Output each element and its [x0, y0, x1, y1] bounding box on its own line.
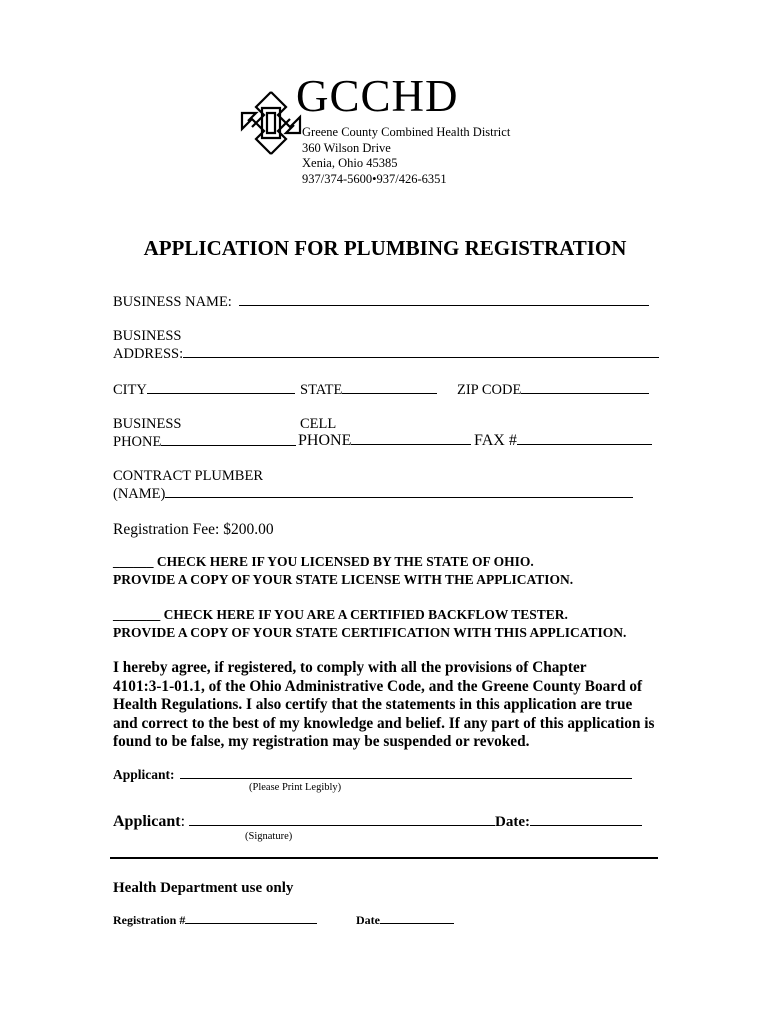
applicant-sign-colon: : [180, 813, 186, 830]
office-use-heading: Health Department use only [113, 880, 294, 896]
business-address-label-2: ADDRESS: [113, 346, 184, 362]
signature-hint: (Signature) [245, 831, 293, 842]
applicant-signature-field[interactable] [189, 824, 495, 826]
city-row [113, 383, 295, 398]
office-date-field[interactable] [380, 922, 454, 924]
contract-plumber-label-1: CONTRACT PLUMBER [113, 468, 263, 484]
agreement-line: Health Regulations. I also certify that the statements in this application are true [113, 696, 633, 713]
cell-label-1: CELL [300, 416, 337, 432]
applicant-print-label: Applicant: [113, 767, 175, 782]
agreement-text [113, 659, 654, 752]
agreement-line: I hereby agree, if registered, to comply with all the provisions of Chapter [113, 659, 587, 676]
city-field[interactable] [147, 392, 295, 394]
fax-field[interactable] [517, 443, 652, 445]
org-name: Greene County Combined Health District [302, 125, 511, 139]
business-phone-label-1: BUSINESS [113, 416, 182, 432]
section-divider [110, 857, 658, 859]
registration-number-field[interactable] [185, 922, 317, 924]
org-street: 360 Wilson Drive [302, 141, 391, 155]
registration-number-label: Registration # [113, 913, 186, 927]
business-phone-row [113, 435, 296, 450]
zip-field[interactable] [521, 392, 649, 394]
business-address-row [113, 347, 659, 362]
agreement-line: and correct to the best of my knowledge and belief. If any part of this application is [113, 714, 655, 732]
org-city-state: Xenia, Ohio 45385 [302, 156, 398, 170]
check-licensed-note: PROVIDE A COPY OF YOUR STATE LICENSE WITH THE APPLICATION. [113, 572, 574, 587]
page-title: APPLICATION FOR PLUMBING REGISTRATION [143, 236, 627, 260]
business-address-label-1: BUSINESS [113, 328, 182, 344]
check-backflow-note: PROVIDE A COPY OF YOUR STATE CERTIFICATION WITH THIS APPLICATION. [113, 625, 627, 640]
office-date-row [356, 913, 454, 928]
zip-row [457, 383, 649, 398]
logo-wordmark: GCCHD [296, 71, 459, 121]
applicant-print-row [113, 767, 632, 783]
cell-phone-field[interactable] [351, 443, 471, 445]
office-date-label: Date [356, 913, 380, 927]
check-licensed[interactable]: ______ CHECK HERE IF YOU LICENSED BY THE STATE OF OHIO. [113, 554, 534, 569]
state-row [300, 383, 437, 398]
applicant-sign-label: Applicant [113, 813, 181, 830]
registration-number-row [113, 913, 317, 928]
fax-label: FAX # [474, 432, 517, 449]
business-phone-field[interactable] [161, 444, 296, 446]
cell-phone-row [298, 433, 471, 449]
check-backflow[interactable]: _______ CHECK HERE IF YOU ARE A CERTIFIED BACKFLOW TESTER. [113, 607, 568, 622]
fax-row [474, 433, 652, 449]
applicant-print-field[interactable] [180, 777, 632, 779]
zip-label: ZIP CODE [457, 382, 522, 398]
applicant-date-label: Date: [495, 814, 531, 830]
contract-plumber-label-2: (NAME) [113, 486, 166, 502]
business-phone-label-2: PHONE [113, 434, 162, 450]
interlocking-knot-icon [238, 88, 304, 158]
applicant-print-hint: (Please Print Legibly) [249, 782, 342, 793]
contract-plumber-row [113, 487, 633, 502]
agreement-line: 4101:3-1-01.1, of the Ohio Administrative Code, and the Greene County Board of [113, 677, 643, 695]
city-label: CITY [113, 382, 147, 398]
org-phones: 937/374-5600•937/426-6351 [302, 172, 447, 186]
applicant-date-field[interactable] [530, 824, 642, 826]
state-field[interactable] [342, 392, 437, 394]
registration-fee: Registration Fee: $200.00 [113, 521, 274, 538]
business-name-field[interactable] [239, 304, 649, 306]
cell-label-2: PHONE [298, 432, 352, 449]
contract-plumber-field[interactable] [165, 496, 633, 498]
business-name-row [113, 295, 649, 310]
agreement-line: found to be false, my registration may be suspended or revoked. [113, 733, 530, 750]
state-label: STATE [300, 382, 343, 398]
business-address-field[interactable] [183, 356, 659, 358]
applicant-sign-row [113, 813, 642, 831]
business-name-label: BUSINESS NAME: [113, 294, 232, 310]
